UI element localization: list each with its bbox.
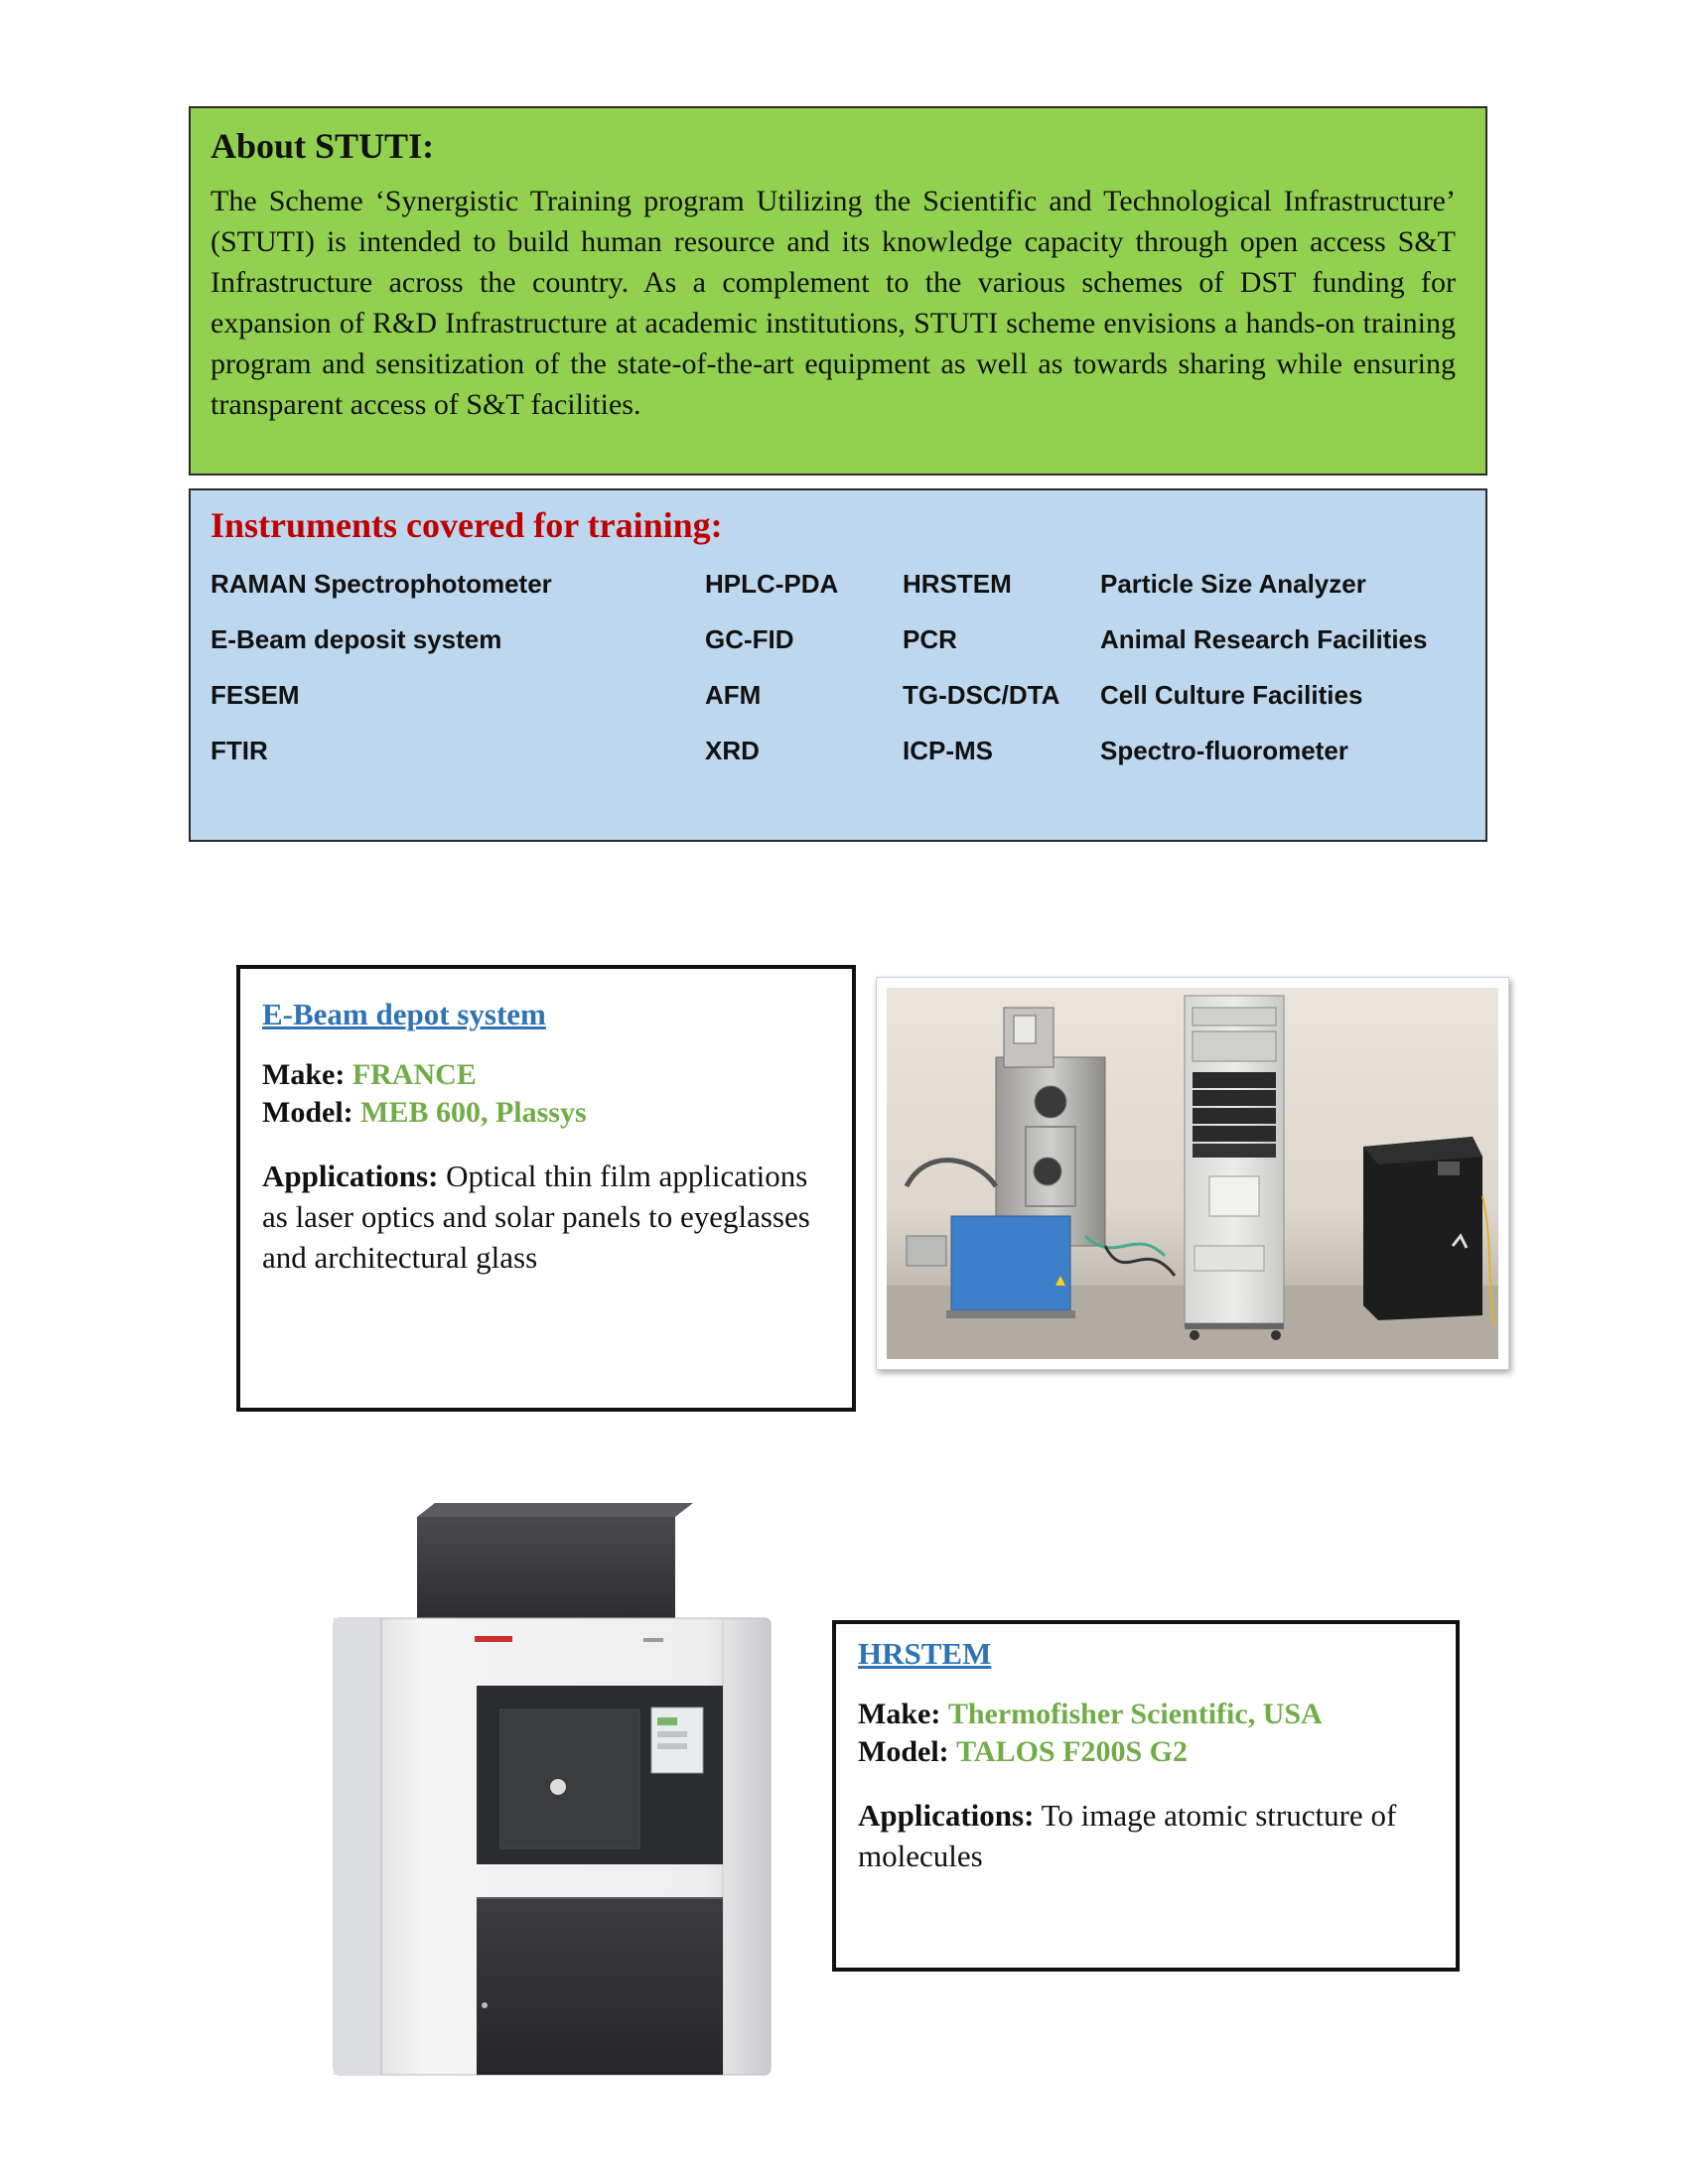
hrstem-model — [858, 1733, 1438, 1771]
instrument-item: RAMAN Spectrophotometer — [211, 569, 552, 600]
instruments-heading: Instruments covered for training: — [211, 505, 723, 545]
instrument-row — [211, 624, 1466, 680]
instrument-item: FESEM — [211, 680, 300, 711]
make-label: Make: — [858, 1698, 941, 1730]
instrument-item: HPLC-PDA — [705, 569, 839, 600]
ebeam-applications — [262, 1156, 834, 1278]
make-label: Make: — [262, 1058, 346, 1091]
instruments-box — [189, 488, 1487, 842]
ebeam-equipment-illustration — [887, 988, 1498, 1359]
ebeam-info-card — [236, 965, 856, 1412]
about-heading: About STUTI: — [211, 126, 435, 166]
ebeam-model — [262, 1094, 834, 1132]
instrument-item: TG-DSC/DTA — [903, 680, 1060, 711]
applications-text: Optical thin film applications as laser optics and solar panels to eyeglasses and architectural glass — [262, 1159, 810, 1275]
instruments-grid — [211, 569, 1466, 791]
applications-label: Applications: — [262, 1159, 439, 1193]
ebeam-photo — [876, 977, 1509, 1370]
instrument-row — [211, 569, 1466, 624]
about-body: The Scheme ‘Synergistic Training program Utilizing the Scientific and Technological Infrastructure’ (STUTI) is intended to build human resource and its knowledge capacity through open access S&T Infrastructure across the country. As a complement to the various schemes of DST funding for expansion of R&D Infrastructure at academic institutions, STUTI scheme envisions a hands-on training program and sensitization of the state-of-the-art equipment as well as towards sharing while ensuring transparent access of S&T facilities. — [211, 185, 1456, 422]
hrstem-make — [858, 1696, 1438, 1733]
hrstem-title: HRSTEM — [858, 1636, 992, 1671]
hrstem-microscope-illustration — [306, 1489, 788, 2085]
instrument-item: XRD — [705, 736, 760, 766]
ebeam-make — [262, 1056, 834, 1094]
instrument-item: ICP-MS — [903, 736, 993, 766]
instrument-item: Animal Research Facilities — [1100, 624, 1428, 655]
about-stuti-box — [189, 106, 1487, 476]
instrument-item: E-Beam deposit system — [211, 624, 502, 655]
instrument-row — [211, 736, 1466, 791]
instrument-item: Cell Culture Facilities — [1100, 680, 1363, 711]
hrstem-applications — [858, 1795, 1438, 1876]
model-label: Model: — [262, 1096, 353, 1129]
model-value: TALOS F200S G2 — [956, 1735, 1188, 1768]
instrument-item: PCR — [903, 624, 957, 655]
instrument-item: AFM — [705, 680, 762, 711]
applications-label: Applications: — [858, 1798, 1035, 1833]
ebeam-title: E-Beam depot system — [262, 997, 546, 1031]
hrstem-info-card — [832, 1620, 1460, 1972]
make-value: FRANCE — [352, 1058, 477, 1091]
instrument-item: Spectro-fluorometer — [1100, 736, 1348, 766]
applications-text: To image atomic structure of molecules — [858, 1798, 1397, 1873]
make-value: Thermofisher Scientific, USA — [947, 1698, 1323, 1730]
instrument-item: FTIR — [211, 736, 268, 766]
instrument-row — [211, 680, 1466, 736]
model-label: Model: — [858, 1735, 949, 1768]
instrument-item: GC-FID — [705, 624, 794, 655]
instrument-item: HRSTEM — [903, 569, 1012, 600]
instrument-item: Particle Size Analyzer — [1100, 569, 1366, 600]
model-value: MEB 600, Plassys — [360, 1096, 587, 1129]
